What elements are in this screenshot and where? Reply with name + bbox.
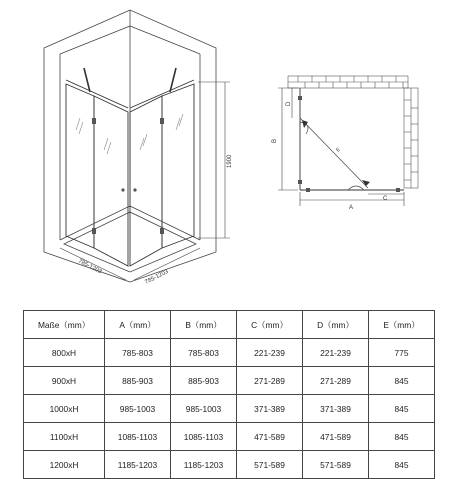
label-c: C — [383, 196, 388, 202]
header-cell: A（mm） — [105, 311, 171, 339]
label-d: D — [286, 101, 292, 106]
header-cell: E（mm） — [369, 311, 435, 339]
table-cell: 471-589 — [237, 423, 303, 451]
table-cell: 845 — [369, 367, 435, 395]
enclosure-outline — [300, 88, 404, 190]
door-swing — [300, 118, 368, 190]
width-label-right: 785-1203 — [144, 268, 170, 286]
label-a: A — [349, 205, 354, 211]
table-cell: 1200xH — [24, 451, 105, 479]
table-cell: 1185-1203 — [171, 451, 237, 479]
table-cell: 571-589 — [303, 451, 369, 479]
table-cell: 985-1003 — [171, 395, 237, 423]
width-label-left: 785-1203 — [77, 258, 103, 276]
table-cell: 800xH — [24, 339, 105, 367]
table-row — [24, 423, 435, 451]
height-label: 1900 — [227, 154, 233, 168]
table-row — [24, 367, 435, 395]
table-cell: 1085-1103 — [105, 423, 171, 451]
table-header-row — [24, 311, 435, 339]
table-cell: 845 — [369, 451, 435, 479]
table-cell: 845 — [369, 423, 435, 451]
table-cell: 1185-1203 — [105, 451, 171, 479]
table-cell: 885-903 — [171, 367, 237, 395]
table-cell: 775 — [369, 339, 435, 367]
table-cell: 221-239 — [237, 339, 303, 367]
table-cell: 885-903 — [105, 367, 171, 395]
table-cell: 1085-1103 — [171, 423, 237, 451]
table-cell: 571-589 — [237, 451, 303, 479]
header-cell: B（mm） — [171, 311, 237, 339]
right-brick-wall — [404, 88, 418, 188]
table-cell: 1000xH — [24, 395, 105, 423]
table-cell: 785-803 — [171, 339, 237, 367]
header-cell: D（mm） — [303, 311, 369, 339]
table-cell: 471-589 — [303, 423, 369, 451]
table-cell: 271-289 — [237, 367, 303, 395]
table-row — [24, 451, 435, 479]
label-e: E — [335, 146, 342, 154]
table-cell: 371-389 — [237, 395, 303, 423]
table-cell: 1100xH — [24, 423, 105, 451]
door-arrows — [302, 120, 370, 186]
table-cell: 371-389 — [303, 395, 369, 423]
table-row — [24, 339, 435, 367]
header-cell: Maße（mm） — [24, 311, 105, 339]
table-cell: 271-289 — [303, 367, 369, 395]
header-cell: C（mm） — [237, 311, 303, 339]
table-cell: 221-239 — [303, 339, 369, 367]
label-b: B — [272, 138, 278, 143]
table-cell: 845 — [369, 395, 435, 423]
table-row — [24, 395, 435, 423]
table-cell: 900xH — [24, 367, 105, 395]
table-cell: 985-1003 — [105, 395, 171, 423]
top-brick-wall — [288, 76, 408, 88]
table-cell: 785-803 — [105, 339, 171, 367]
plan-hinges — [298, 96, 400, 192]
dimension-table — [23, 310, 435, 479]
